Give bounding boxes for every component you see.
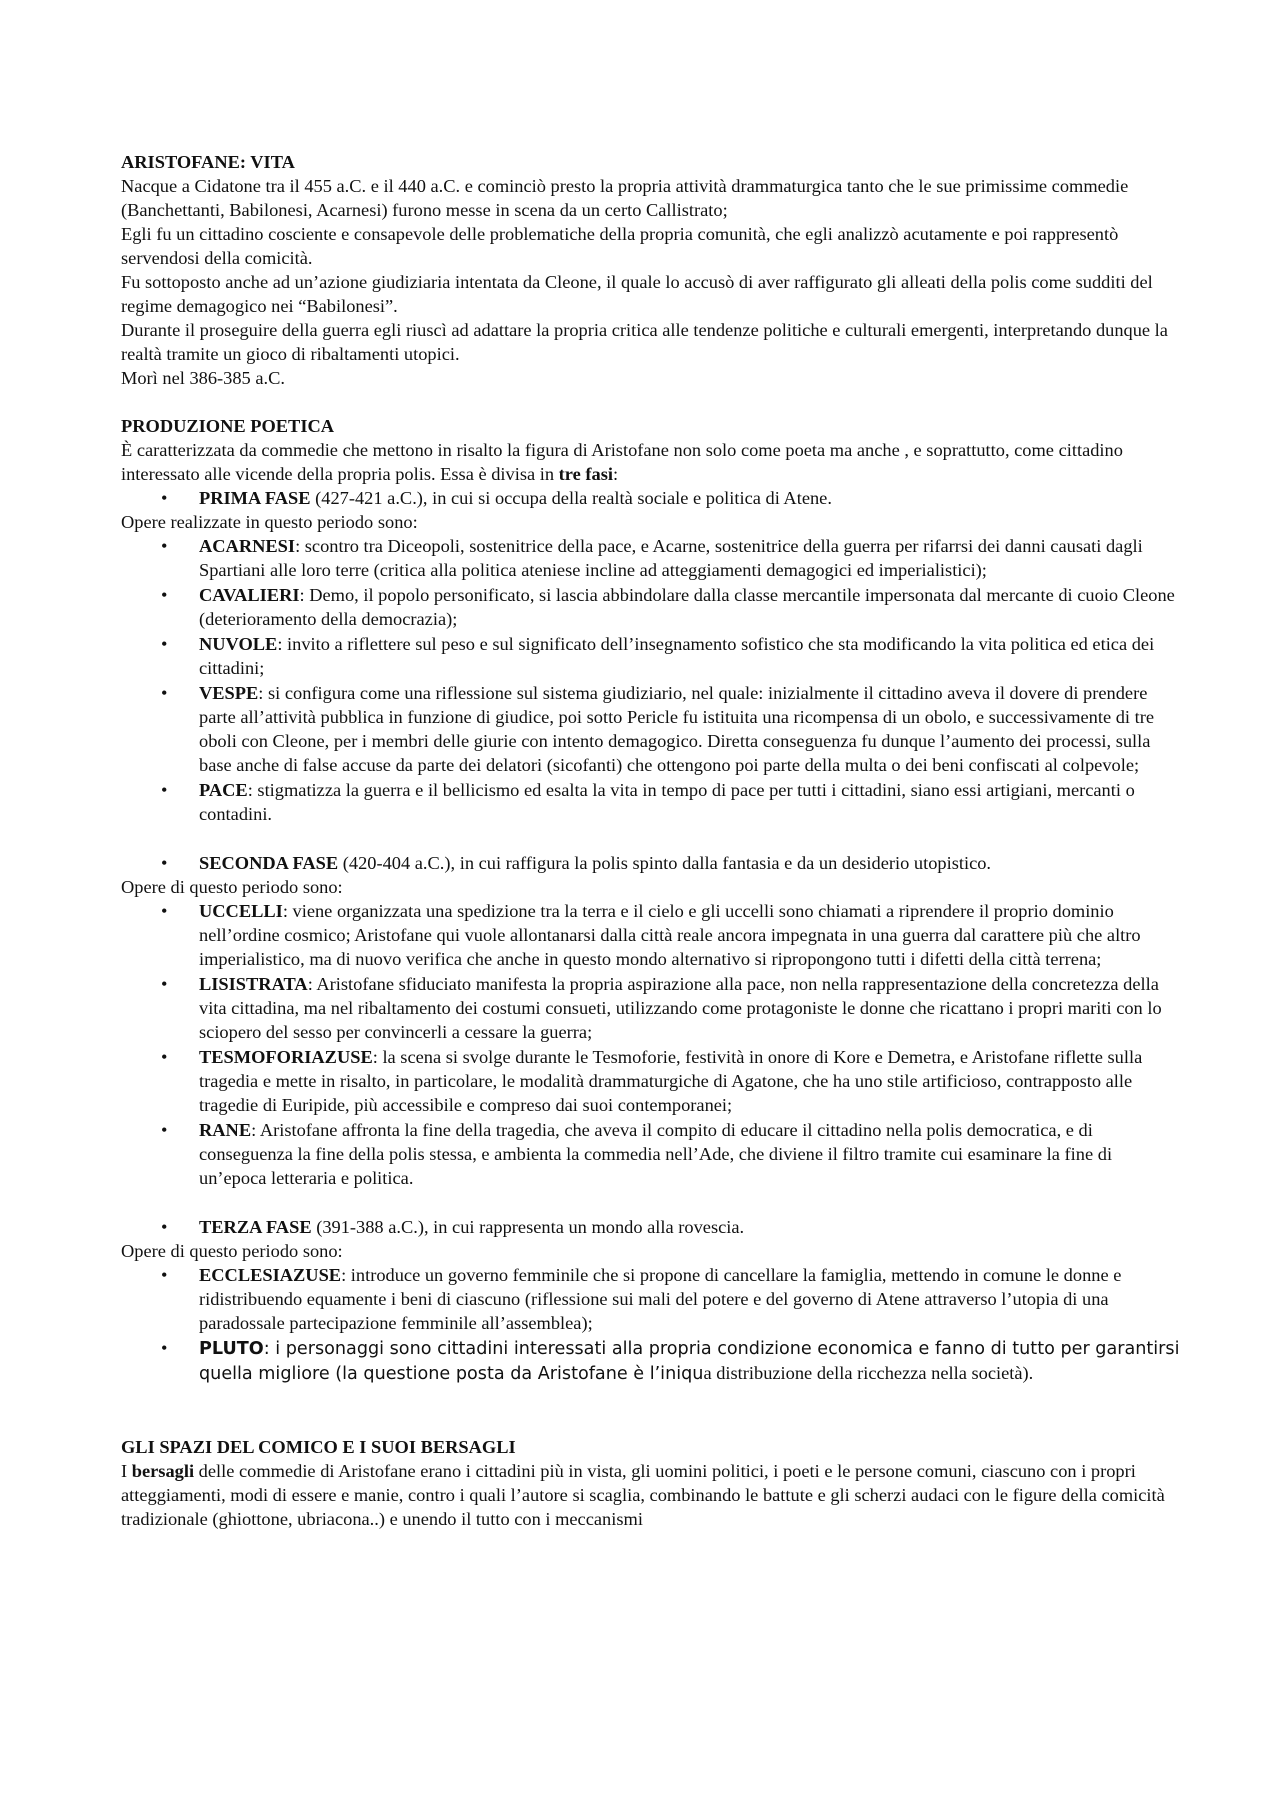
opere-list-prima (121, 534, 1180, 826)
bullet-icon: • (161, 1338, 168, 1358)
fase-prima: • PRIMA FASE (427-421 a.C.), in cui si occupa della realtà sociale e politica di Atene. (161, 488, 832, 508)
bullet-icon: • (161, 634, 168, 654)
vita-paragraph: Morì nel 386-385 a.C. (121, 368, 285, 388)
list-item-rane: • RANE: Aristofane affronta la fine della tragedia, che aveva il compito di educare il cittadino nella polis democratica, e di conseguenza la fine della polis stessa, e ambienta la commedia nell’Ade, che diviene il filtro tramite cui esaminare la fine di un’epoca letteraria e politica. (161, 1120, 1113, 1188)
bullet-icon: • (161, 536, 168, 556)
list-item-lisistrata: • LISISTRATA: Aristofane sfiduciato manifesta la propria aspirazione alla pace, non nella rappresentazione della concretezza della vita cittadina, ma nel ribaltamento dei costumi consueti, utilizzando come protagoniste le donne che ricattano i propri mariti con lo sciopero del sesso per convincerli a cessare la guerra; (161, 974, 1162, 1042)
section-heading-produzione: PRODUZIONE POETICA (121, 416, 335, 436)
bullet-icon: • (161, 780, 168, 800)
vita-paragraph: Nacque a Cidatone tra il 455 a.C. e il 440 a.C. e cominciò presto la propria attività drammaturgica tanto che le sue primissime commedie (Banchettanti, Babilonesi, Acarnesi) furono messe in scena da un certo Callistrato; (121, 176, 1129, 220)
opere-intro: Opere realizzate in questo periodo sono: (121, 512, 418, 532)
bullet-icon: • (161, 901, 168, 921)
list-item-pluto: • PLUTO: i personaggi sono cittadini interessati alla propria condizione economica e fanno di tutto per garantirsi quella migliore (la questione posta da Aristofane è l’iniqua distribuzione della ricchezza nella società). (161, 1338, 1180, 1384)
list-item-tesmoforiazuse: • TESMOFORIAZUSE: la scena si svolge durante le Tesmoforie, festività in onore di Kore e Demetra, e Aristofane riflette sulla tragedia e mette in risalto, in particolare, le modalità drammaturgiche di Agatone, che ha uno stile artificioso, contrapposto alle tragedie di Euripide, più accessibile e compreso dai suoi contemporanei; (161, 1047, 1143, 1115)
opere-intro: Opere di questo periodo sono: (121, 1241, 343, 1261)
list-item-uccelli: • UCCELLI: viene organizzata una spedizione tra la terra e il cielo e gli uccelli sono chiamati a riprendere il proprio dominio nell’ordine cosmico; Aristofane qui vuole allontanarsi dalla città reale ancora impegnata in una guerra dal carattere più che altro imperialistico, ma di nuovo verifica che anche in questo mondo alternativo si ripropongono tutti i difetti della città terrena; (161, 901, 1141, 969)
bullet-icon: • (161, 974, 168, 994)
opere-list-seconda (121, 899, 1180, 1190)
opere-list-terza (121, 1263, 1180, 1386)
bullet-icon: • (161, 683, 168, 703)
vita-paragraph: Durante il proseguire della guerra egli riuscì ad adattare la propria critica alle tendenze politiche e culturali emergenti, interpretando dunque la realtà tramite un gioco di ribaltamenti utopici. (121, 320, 1168, 364)
vita-paragraph: Fu sottoposto anche ad un’azione giudiziaria intentata da Cleone, il quale lo accusò di aver raffigurato gli alleati della polis come sudditi del regime demagogico nei “Babilonesi”. (121, 272, 1153, 316)
bullet-icon: • (161, 1217, 168, 1237)
list-item-acarnesi: • ACARNESI: scontro tra Diceopoli, sostenitrice della pace, e Acarne, sostenitrice della guerra per rifarrsi dei danni causati dagli Spartiani alle loro terre (critica alla politica ateniese incline ad atteggiamenti demagogici ed imperialistici); (161, 536, 1143, 580)
fase-seconda: • SECONDA FASE (420-404 a.C.), in cui raffigura la polis spinto dalla fantasia e da un desiderio utopistico. (161, 853, 992, 873)
produzione-intro: È caratterizzata da commedie che mettono in risalto la figura di Aristofane non solo come poeta ma anche , e soprattutto, come cittadino interessato alle vicende della propria polis. Essa è divisa in tre fasi: (121, 440, 1123, 484)
vita-paragraph: Egli fu un cittadino cosciente e consapevole delle problematiche della propria comunità, che egli analizzò acutamente e poi rappresentò servendosi della comicità. (121, 224, 1119, 268)
list-item-ecclesiazuse: • ECCLESIAZUSE: introduce un governo femminile che si propone di cancellare la famiglia, mettendo in comune le donne e ridistribuendo equamente i beni di ciascuno (riflessione sui mali del potere e del governo di Atene attraverso l’utopia di una paradossale partecipazione femminile all’assemblea); (161, 1265, 1122, 1333)
bullet-icon: • (161, 853, 168, 873)
bersagli-paragraph: I bersagli delle commedie di Aristofane erano i cittadini più in vista, gli uomini politici, i poeti e le persone comuni, ciascuno con i propri atteggiamenti, modi di essere e manie, contro i quali l’autore si scaglia, combinando le battute e gli scherzi audaci con le figure della comicità tradizionale (ghiottone, ubriacona..) e unendo il tutto con i meccanismi (121, 1461, 1165, 1529)
bullet-icon: • (161, 1120, 168, 1140)
section-heading-vita: ARISTOFANE: VITA (121, 152, 295, 172)
list-item-nuvole: • NUVOLE: invito a riflettere sul peso e sul significato dell’insegnamento sofistico che sta modificando la vita politica ed etica dei cittadini; (161, 634, 1155, 678)
bullet-icon: • (161, 1265, 168, 1285)
section-heading-bersagli: GLI SPAZI DEL COMICO E I SUOI BERSAGLI (121, 1437, 516, 1457)
list-item-cavalieri: • CAVALIERI: Demo, il popolo personificato, si lascia abbindolare dalla classe mercantile impersonata dal mercante di cuoio Cleone (deterioramento della democrazia); (161, 585, 1175, 629)
bullet-icon: • (161, 585, 168, 605)
list-item-pace: • PACE: stigmatizza la guerra e il bellicismo ed esalta la vita in tempo di pace per tutti i cittadini, siano essi artigiani, mercanti o contadini. (161, 780, 1135, 824)
opere-intro: Opere di questo periodo sono: (121, 877, 343, 897)
list-item-vespe: • VESPE: si configura come una riflessione sul sistema giudiziario, nel quale: inizialmente il cittadino aveva il dovere di prendere parte all’attività pubblica in funzione di giudice, poi sotto Pericle fu istituita una ricompensa di un obolo, e successivamente di tre oboli con Cleone, per i membri delle giurie con intento demagogico. Diretta conseguenza fu dunque l’aumento dei processi, sulla base anche di false accuse da parte dei delatori (sicofanti) che ottengono poi parte della multa o dei beni confiscati al colpevole; (161, 683, 1155, 775)
fase-terza: • TERZA FASE (391-388 a.C.), in cui rappresenta un mondo alla rovescia. (161, 1217, 745, 1237)
tre-fasi-emphasis: tre fasi (558, 464, 613, 484)
bullet-icon: • (161, 488, 168, 508)
bullet-icon: • (161, 1047, 168, 1067)
